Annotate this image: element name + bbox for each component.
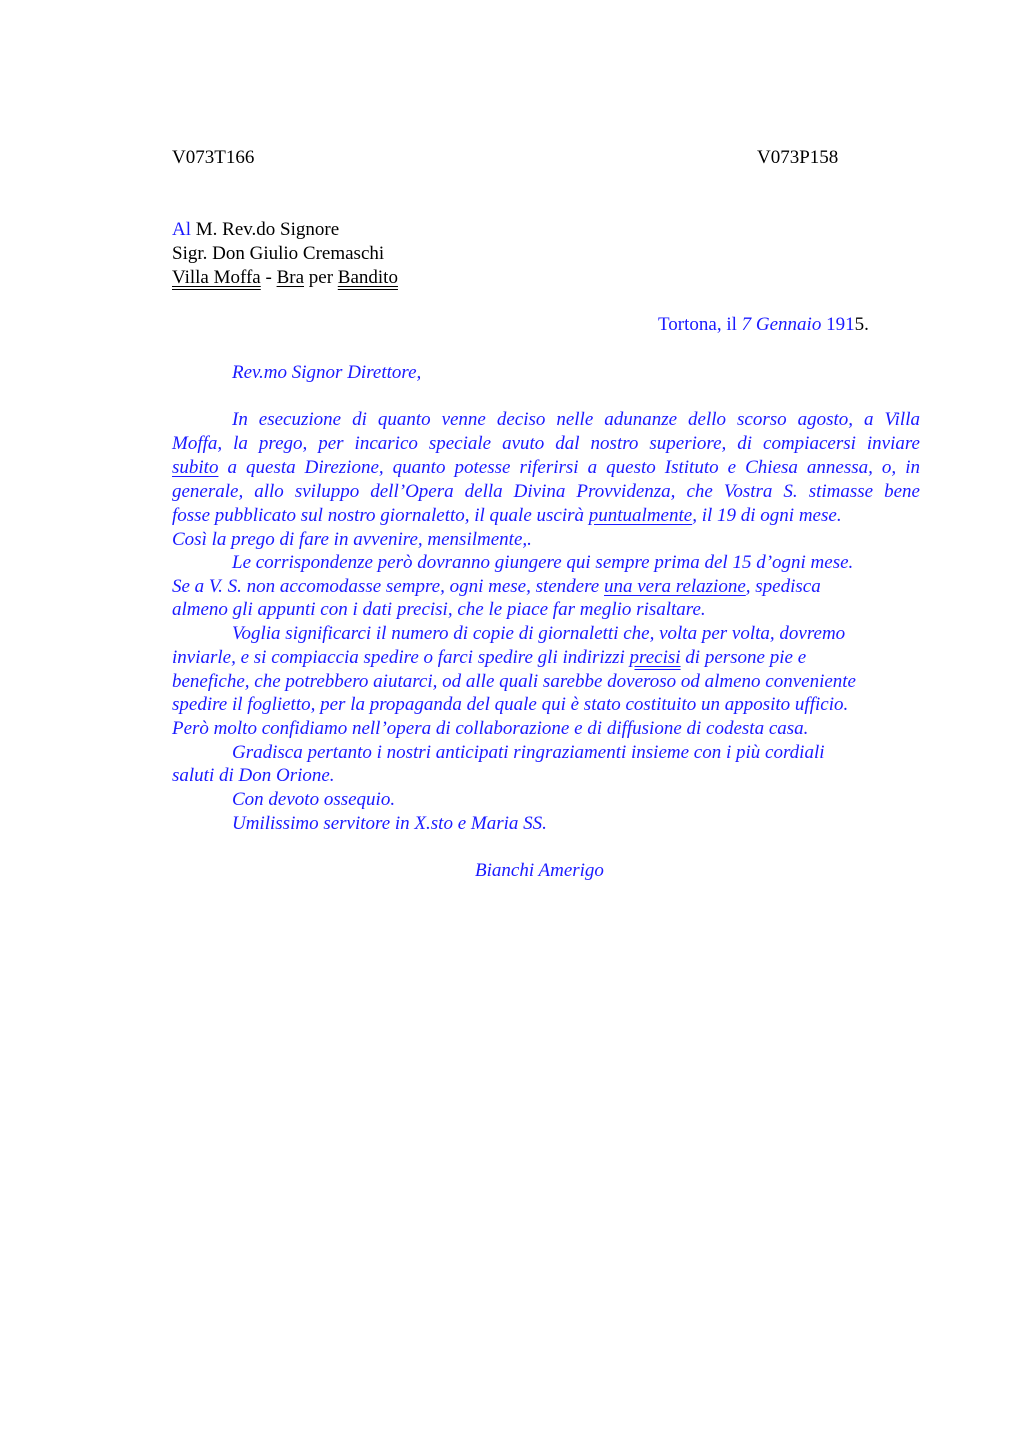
address-separator: - — [260, 267, 277, 288]
body-p1-line5 — [172, 504, 920, 528]
body-p1-line4: generale, allo sviluppo dell’Opera della Divina Provvidenza, che Vostra S. stimasse bene — [172, 481, 920, 502]
dateline-year-prefix: 191 — [821, 314, 855, 335]
address-per: per — [304, 267, 338, 288]
address-line-2: Sigr. Don Giulio Cremaschi — [172, 243, 385, 264]
body-p2-line2-b: , spedisca — [745, 576, 821, 597]
body-p3-line2-b: di persone pie e — [680, 647, 807, 668]
body-p3-line5: Però molto confidiamo nell’opera di collaborazione e di diffusione di codesta casa. — [172, 718, 809, 739]
underlined-subito: subito — [172, 457, 219, 478]
closing-line-1: Con devoto ossequio. — [232, 789, 396, 810]
dateline — [658, 313, 869, 337]
body-p3-line4: spedire il foglietto, per la propaganda del quale qui è stato costituito un apposito ufficio. — [172, 694, 849, 715]
body-p1-line3 — [172, 456, 920, 480]
dateline-place: Tortona, il — [658, 314, 742, 335]
underlined-una-vera-relazione: una vera relazione — [604, 576, 746, 597]
address-line-3 — [172, 266, 398, 290]
body-p3-line1: Voglia significarci il numero di copie di giornaletti che, volta per volta, dovremo — [232, 623, 846, 644]
body-p3-line2-a: inviarle, e si compiaccia spedire o farci spedire gli indirizzi — [172, 647, 630, 668]
body-p1-line3-rest: a questa Direzione, quanto potesse riferirsi a questo Istituto e Chiesa annessa, o, in — [218, 457, 920, 478]
signature: Bianchi Amerigo — [475, 860, 604, 881]
closing-line-2: Umilissimo servitore in X.sto e Maria SS. — [232, 813, 547, 834]
header-left-code: V073T166 — [172, 147, 255, 168]
address-place-villa-moffa: Villa Moffa — [172, 267, 261, 288]
address-prefix: Al — [172, 219, 191, 240]
salutation: Rev.mo Signor Direttore, — [232, 362, 422, 383]
body-p1-line5-b: , il 19 di ogni mese. — [692, 505, 842, 526]
body-p4-line1: Gradisca pertanto i nostri anticipati ringraziamenti insieme con i più cordiali — [232, 742, 825, 763]
body-p2-line2 — [172, 575, 920, 599]
dateline-day-month: 7 Gennaio — [741, 314, 822, 335]
underlined-precisi: precisi — [629, 647, 681, 668]
body-p3-line3: benefiche, che potrebbero aiutarci, od alle quali sarebbe doveroso od almeno conveniente — [172, 671, 856, 692]
address-recipient-title: M. Rev.do Signore — [195, 219, 340, 240]
body-p2-line3: almeno gli appunti con i dati precisi, che le piace far meglio risaltare. — [172, 599, 706, 620]
body-p2-line2-a: Se a V. S. non accomodasse sempre, ogni mese, stendere — [172, 576, 604, 597]
body-p2-line1: Le corrispondenze però dovranno giungere qui sempre prima del 15 d’ogni mese. — [232, 552, 854, 573]
body-p1-line6: Così la prego di fare in avvenire, mensilmente,. — [172, 529, 532, 550]
body-p1-line5-a: fosse pubblicato sul nostro giornaletto, il quale uscirà — [172, 505, 589, 526]
body-p3-line2 — [172, 646, 920, 670]
header-right-code: V073P158 — [757, 147, 839, 168]
body-p1-line1: In esecuzione di quanto venne deciso nelle adunanze dello scorso agosto, a Villa — [232, 409, 920, 430]
address-place-bandito: Bandito — [337, 267, 398, 288]
body-p1-line2: Moffa, la prego, per incarico speciale avuto dal nostro superiore, di compiacersi inviare — [172, 433, 920, 454]
body-p4-line2: saluti di Don Orione. — [172, 765, 335, 786]
address-line-1 — [172, 218, 339, 242]
dateline-year-suffix: 5. — [854, 314, 869, 335]
address-place-bra: Bra — [276, 267, 305, 288]
underlined-puntualmente: puntualmente — [588, 505, 693, 526]
